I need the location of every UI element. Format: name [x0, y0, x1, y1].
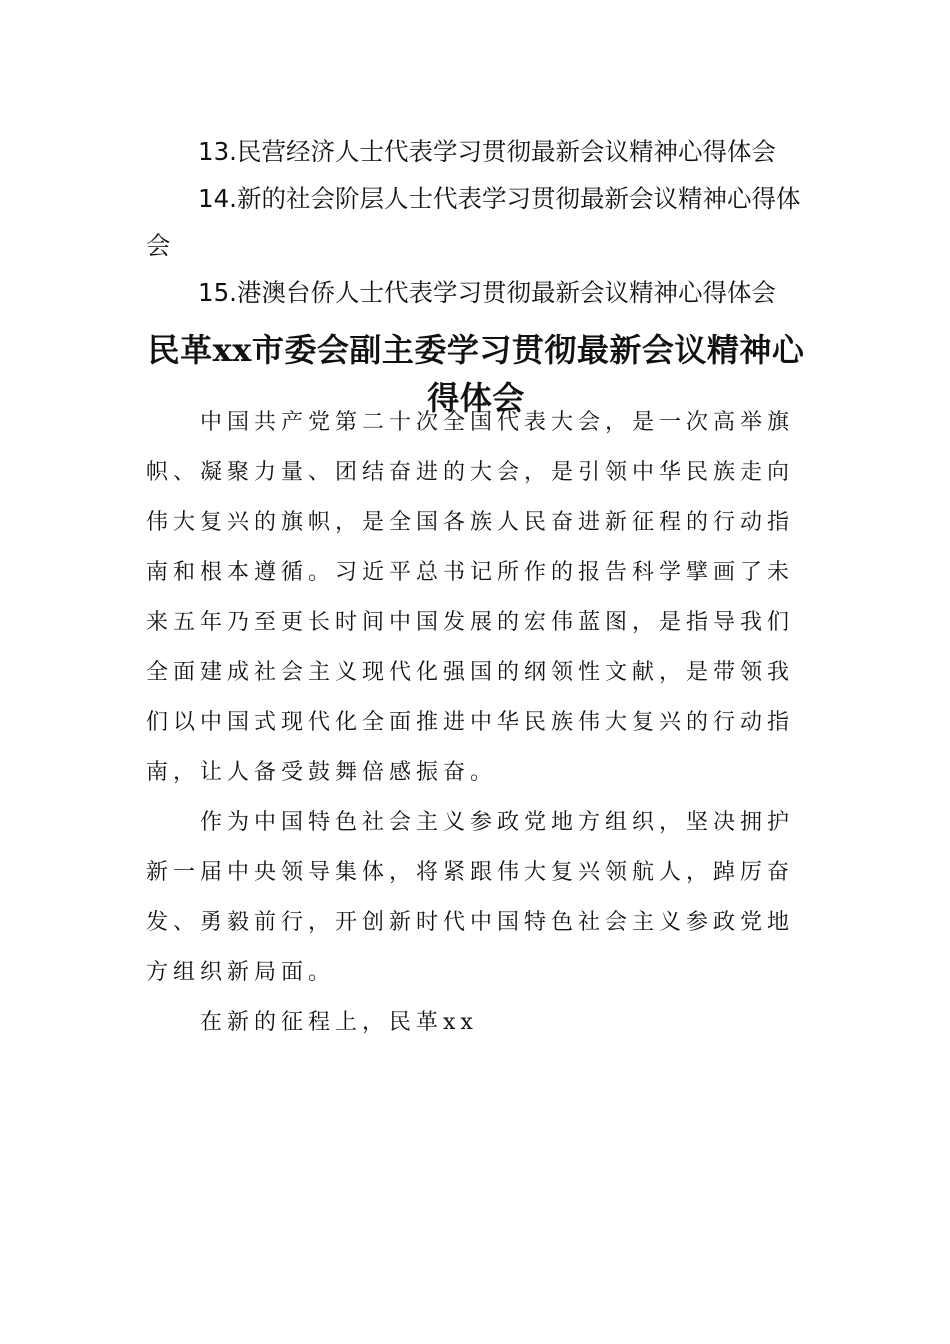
article-paragraph-3: 在新的征程上，民革xx	[200, 1010, 478, 1035]
article-paragraph-2: 作为中国特色社会主义参政党地方组织，坚决拥护新一届中央领导集体，将紧跟伟大复兴领航人，踔厉奋发、勇毅前行，开创新时代中国特色社会主义参政党地方组织新局面。	[146, 810, 795, 985]
article-body	[146, 398, 814, 1048]
toc-item-14: 14.新的社会阶层人士代表学习贯彻最新会议精神心得体会	[146, 184, 801, 260]
toc-list	[146, 128, 816, 316]
toc-item-15: 15.港澳台侨人士代表学习贯彻最新会议精神心得体会	[198, 278, 776, 307]
article-title: 民革xx市委会副主委学习贯彻最新会议精神心得体会	[147, 331, 805, 417]
toc-item-13: 13.民营经济人士代表学习贯彻最新会议精神心得体会	[198, 137, 776, 166]
article-paragraph-1: 中国共产党第二十次全国代表大会，是一次高举旗帜、凝聚力量、团结奋进的大会，是引领中华民族走向伟大复兴的旗帜，是全国各族人民奋进新征程的行动指南和根本遵循。习近平总书记所作的报告科学擘画了未来五年乃至更长时间中国发展的宏伟蓝图，是指导我们全面建成社会主义现代化强国的纲领性文献，是带领我们以中国式现代化全面推进中华民族伟大复兴的行动指南，让人备受鼓舞倍感振奋。	[146, 410, 795, 785]
